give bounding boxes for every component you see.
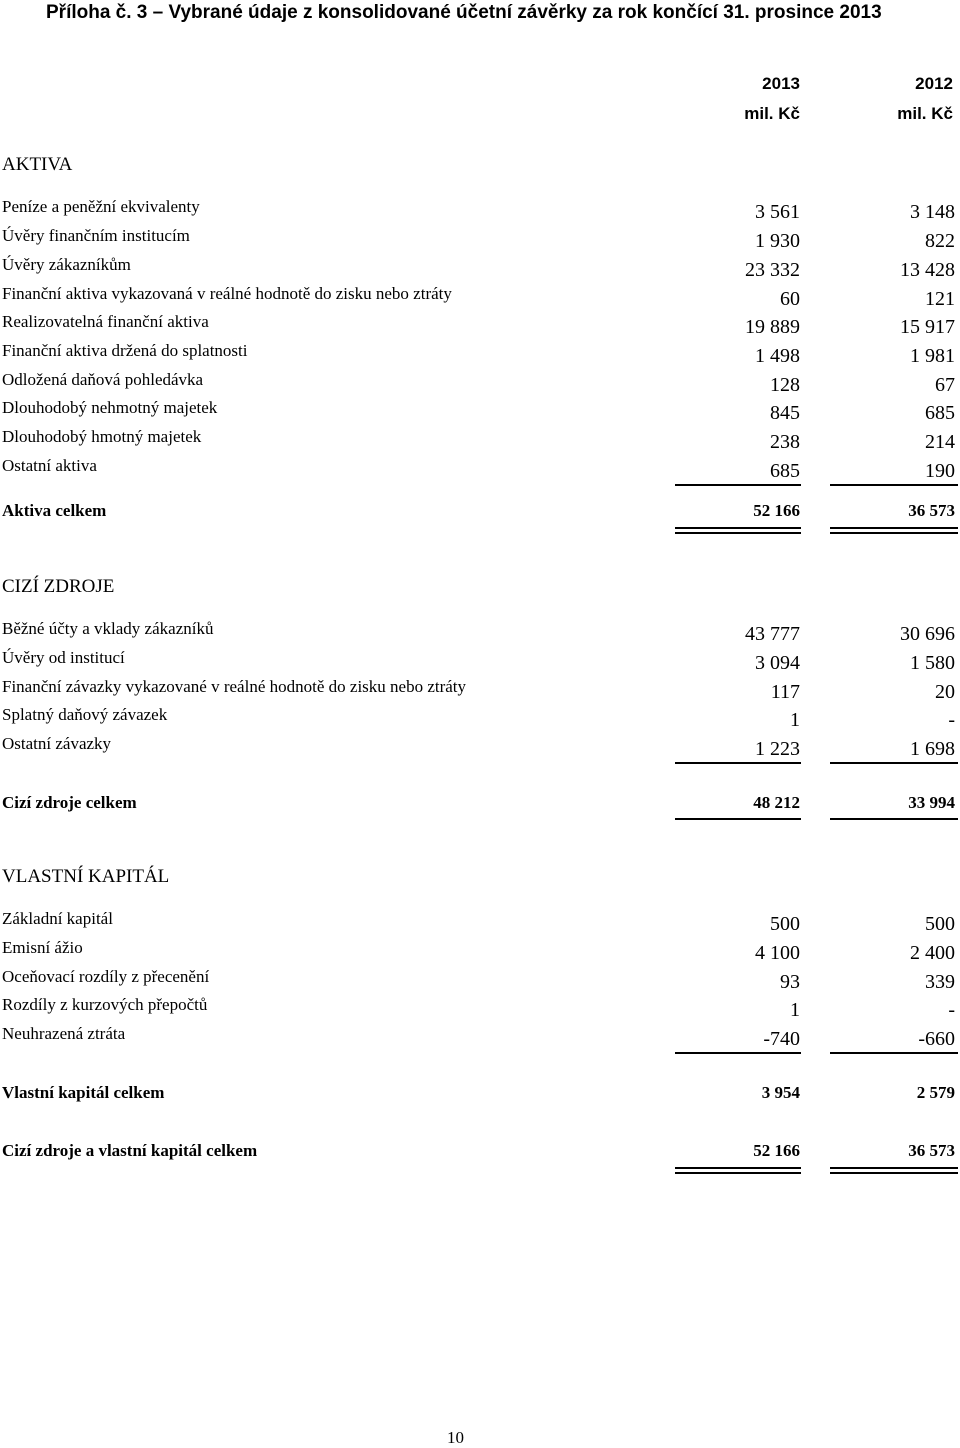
value-2013: 117 [770, 681, 800, 703]
table-row [0, 1024, 960, 1054]
column-header-2013-unit: mil. Kč [744, 104, 800, 123]
row-label: Úvěry finančním institucím [2, 226, 190, 245]
value-2013: 845 [770, 402, 800, 424]
value-2012: 190 [925, 460, 955, 482]
table-row [0, 226, 960, 256]
column-header-2013-year: 2013 [762, 74, 800, 93]
value-2012: 822 [925, 230, 955, 252]
subtotal-rule [675, 762, 801, 764]
value-2013: 23 332 [745, 259, 800, 281]
table-row [0, 677, 960, 707]
row-label: Cizí zdroje a vlastní kapitál celkem [2, 1141, 258, 1160]
page-number: 10 [447, 1428, 464, 1447]
value-2012: 3 148 [910, 201, 955, 223]
grand-total-row [0, 1141, 960, 1171]
value-2013: 52 166 [753, 1141, 800, 1160]
grand-total-double-rule [675, 1167, 801, 1174]
value-2012: 214 [925, 431, 955, 453]
value-2012: 2 579 [916, 1083, 955, 1102]
table-row [0, 456, 960, 486]
value-2012: -660 [918, 1028, 955, 1050]
subtotal-rule [675, 1052, 801, 1054]
row-label: Peníze a peněžní ekvivalenty [2, 197, 200, 216]
table-row [0, 909, 960, 939]
value-2013: 1 [790, 709, 800, 731]
value-2013: 93 [780, 971, 800, 993]
value-2013: 1 223 [755, 738, 800, 760]
table-row [0, 197, 960, 227]
row-label: Ostatní aktiva [2, 456, 97, 475]
row-label: Emisní ážio [2, 938, 83, 957]
row-label: Cizí zdroje celkem [2, 793, 137, 812]
value-2013: 60 [780, 288, 800, 310]
value-2013: 128 [770, 374, 800, 396]
value-2013: 1 930 [755, 230, 800, 252]
value-2013: -740 [763, 1028, 800, 1050]
value-2012: 121 [925, 288, 955, 310]
value-2012: 36 573 [908, 501, 955, 520]
table-row [0, 734, 960, 764]
table-row [0, 648, 960, 678]
row-label: Finanční závazky vykazované v reálné hodnotě do zisku nebo ztráty [2, 677, 467, 696]
value-2012: 2 400 [910, 942, 955, 964]
value-2013: 238 [770, 431, 800, 453]
value-2012: 67 [935, 374, 955, 396]
value-2013: 1 498 [755, 345, 800, 367]
value-2012: 685 [925, 402, 955, 424]
value-2012: - [948, 709, 955, 731]
table-row [0, 995, 960, 1025]
total-row [0, 1083, 960, 1113]
total-double-rule [830, 527, 958, 534]
grand-total-double-rule [830, 1167, 958, 1174]
subtotal-rule [830, 1052, 958, 1054]
row-label: Aktiva celkem [2, 501, 107, 520]
page-title: Příloha č. 3 – Vybrané údaje z konsolidované účetní závěrky za rok končící 31. prosince 2013 [46, 2, 882, 23]
row-label: Ostatní závazky [2, 734, 112, 753]
total-double-rule [675, 527, 801, 534]
value-2012: 13 428 [900, 259, 955, 281]
subtotal-rule [830, 762, 958, 764]
value-2012: 339 [925, 971, 955, 993]
value-2013: 43 777 [745, 623, 800, 645]
table-row [0, 312, 960, 342]
table-row [0, 967, 960, 997]
section-heading-cizi-zdroje: CIZÍ ZDROJE [2, 576, 115, 597]
value-2013: 3 954 [761, 1083, 800, 1102]
row-label: Běžné účty a vklady zákazníků [2, 619, 214, 638]
row-label: Realizovatelná finanční aktiva [2, 312, 209, 331]
value-2012: 15 917 [900, 316, 955, 338]
value-2012: 36 573 [908, 1141, 955, 1160]
value-2012: - [948, 999, 955, 1021]
row-label: Úvěry zákazníkům [2, 255, 131, 274]
table-row [0, 427, 960, 457]
value-2013: 500 [770, 913, 800, 935]
row-label: Vlastní kapitál celkem [2, 1083, 165, 1102]
value-2012: 1 580 [910, 652, 955, 674]
value-2012: 1 698 [910, 738, 955, 760]
total-rule [830, 818, 958, 820]
total-rule [675, 818, 801, 820]
row-label: Rozdíly z kurzových přepočtů [2, 995, 208, 1014]
value-2013: 685 [770, 460, 800, 482]
value-2012: 20 [935, 681, 955, 703]
value-2012: 1 981 [910, 345, 955, 367]
column-header-2012-unit: mil. Kč [897, 104, 953, 123]
subtotal-rule [830, 484, 958, 486]
table-row [0, 284, 960, 314]
value-2012: 30 696 [900, 623, 955, 645]
value-2013: 48 212 [753, 793, 800, 812]
row-label: Odložená daňová pohledávka [2, 370, 204, 389]
total-row [0, 793, 960, 823]
value-2013: 1 [790, 999, 800, 1021]
total-row [0, 501, 960, 531]
section-heading-aktiva: AKTIVA [2, 154, 73, 175]
row-label: Finanční aktiva vykazovaná v reálné hodnotě do zisku nebo ztráty [2, 284, 452, 303]
value-2013: 3 561 [755, 201, 800, 223]
table-row [0, 619, 960, 649]
table-row [0, 398, 960, 428]
row-label: Úvěry od institucí [2, 648, 125, 667]
row-label: Dlouhodobý nehmotný majetek [2, 398, 218, 417]
value-2012: 33 994 [908, 793, 955, 812]
table-row [0, 341, 960, 371]
subtotal-rule [675, 484, 801, 486]
row-label: Základní kapitál [2, 909, 113, 928]
value-2012: 500 [925, 913, 955, 935]
value-2013: 3 094 [755, 652, 800, 674]
table-row [0, 938, 960, 968]
table-row [0, 705, 960, 735]
row-label: Dlouhodobý hmotný majetek [2, 427, 202, 446]
row-label: Finanční aktiva držená do splatnosti [2, 341, 248, 360]
column-header-2012-year: 2012 [915, 74, 953, 93]
value-2013: 19 889 [745, 316, 800, 338]
table-row [0, 370, 960, 400]
value-2013: 4 100 [755, 942, 800, 964]
value-2013: 52 166 [753, 501, 800, 520]
row-label: Splatný daňový závazek [2, 705, 168, 724]
table-row [0, 255, 960, 285]
row-label: Neuhrazená ztráta [2, 1024, 126, 1043]
section-heading-vlastni-kapital: VLASTNÍ KAPITÁL [2, 866, 170, 887]
row-label: Oceňovací rozdíly z přecenění [2, 967, 210, 986]
